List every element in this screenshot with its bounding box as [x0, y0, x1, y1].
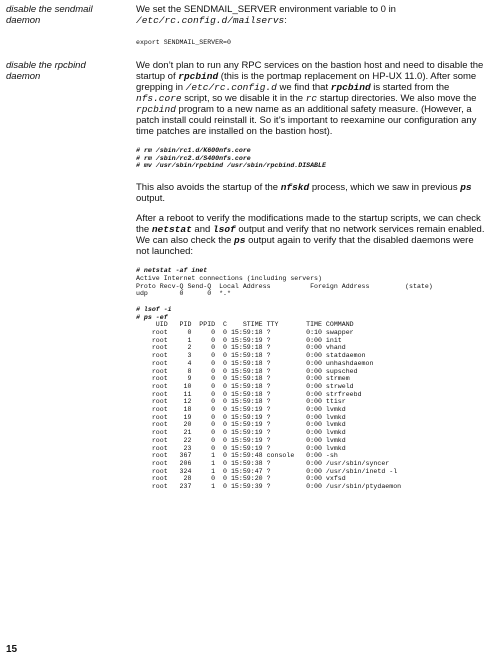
rpcbind-commands: # rm /sbin/rc1.d/K600nfs.core # rm /sbin/rc2.d/S400nfs.core # mv /usr/sbin/rpcbind /usr/sbin/rpcbind.DISABLE: [136, 147, 326, 170]
ps-output: UID PID PPID C STIME TTY TIME COMMAND root 0 0 0 15:59:18 ? 0:10 swapper root 1 0 0 15:59:19 ? 0:00 init root 2 0 0 15:59:18 ? 0:00 vhand root 3 0 0 15:59:18 ? 0:00 statdaemon root 4 0 0 15:59:18 ? 0:00 unhashdaemon root 8 0 0 15:59:18 ? 0:00 supsched root 9 0 0 15:59:18 ? 0:00 strmem root 10 0 0 15:59:18 ? 0:00 strweld root 11 0 0 15:59:18 ? 0:00 strfreebd root 12 0 0 15:59:18 ? 0:00 ttisr root 18 0 0 15:59:19 ? 0:00 lvmkd root 19 0 0 15:59:19 ? 0:00 lvmkd root 20 0 0 15:59:19 ? 0:00 lvmkd root 21 0 0 15:59:19 ? 0:00 lvmkd root 22 0 0 15:59:19 ? 0:00 lvmkd root 23 0 0 15:59:19 ? 0:00 lvmkd root 367 1 0 15:59:48 console 0:00 -sh root 206 1 0 15:59:38 ? 0:00 /usr/sbin/syncer root 324 1 0 15:59:47 ? 0:00 /usr/sbin/inetd -l root 28 0 0 15:59:20 ? 0:00 vxfsd root 237 1 0 15:59:39 ? 0:00 /usr/sbin/ptydaemon: [151, 321, 402, 491]
nfskd-paragraph: This also avoids the startup of the nfskd process, which we saw in previous ps output.: [136, 182, 472, 205]
sendmail-code: export SENDMAIL_SERVER=0: [136, 39, 231, 46]
lsof-command: # lsof -i: [136, 305, 172, 313]
sendmail-section-label: disable the sendmail daemon: [6, 4, 93, 26]
verify-paragraph: After a reboot to verify the modifications made to the startup scripts, we can check the netstat and lsof output and verify that no network services remain enabled. We can also check the ps output again to verify that the disabled daemons were not launched:: [136, 213, 485, 258]
netstat-command: # netstat -af inet: [136, 267, 208, 275]
page-number: 15: [6, 644, 18, 655]
sendmail-section-body: [136, 4, 488, 47]
rpcbind-section-label: disable the rpcbind daemon: [6, 60, 86, 82]
mailservs-path: /etc/rc.config.d/mailservs: [136, 15, 285, 26]
rpcbind-section-body: [136, 60, 488, 491]
sendmail-paragraph: We set the SENDMAIL_SERVER environment variable to 0 in /etc/rc.config.d/mailservs:: [136, 4, 396, 26]
rpcbind-paragraph: We don’t plan to run any RPC services on the bastion host and need to disable the startup of rpcbind (this is the portmap replacement on HP-UX 11.0). After some grepping in /etc/rc.config.d we find that rpcbind is started from the nfs.core script, so we disable it in the rc startup directories. We also move the rpcbind program to a new name as an additional safety measure. (However, a patch install could reinstall it. So it’s important to reexamine our configuration any time patches are installed on the bastion host).: [136, 60, 484, 137]
ps-command: # ps -ef: [136, 313, 168, 321]
netstat-output: Active Internet connections (including servers) Proto Recv-Q Send-Q Local Address Foreign Address (state) udp 0 0 *.*: [136, 274, 433, 298]
